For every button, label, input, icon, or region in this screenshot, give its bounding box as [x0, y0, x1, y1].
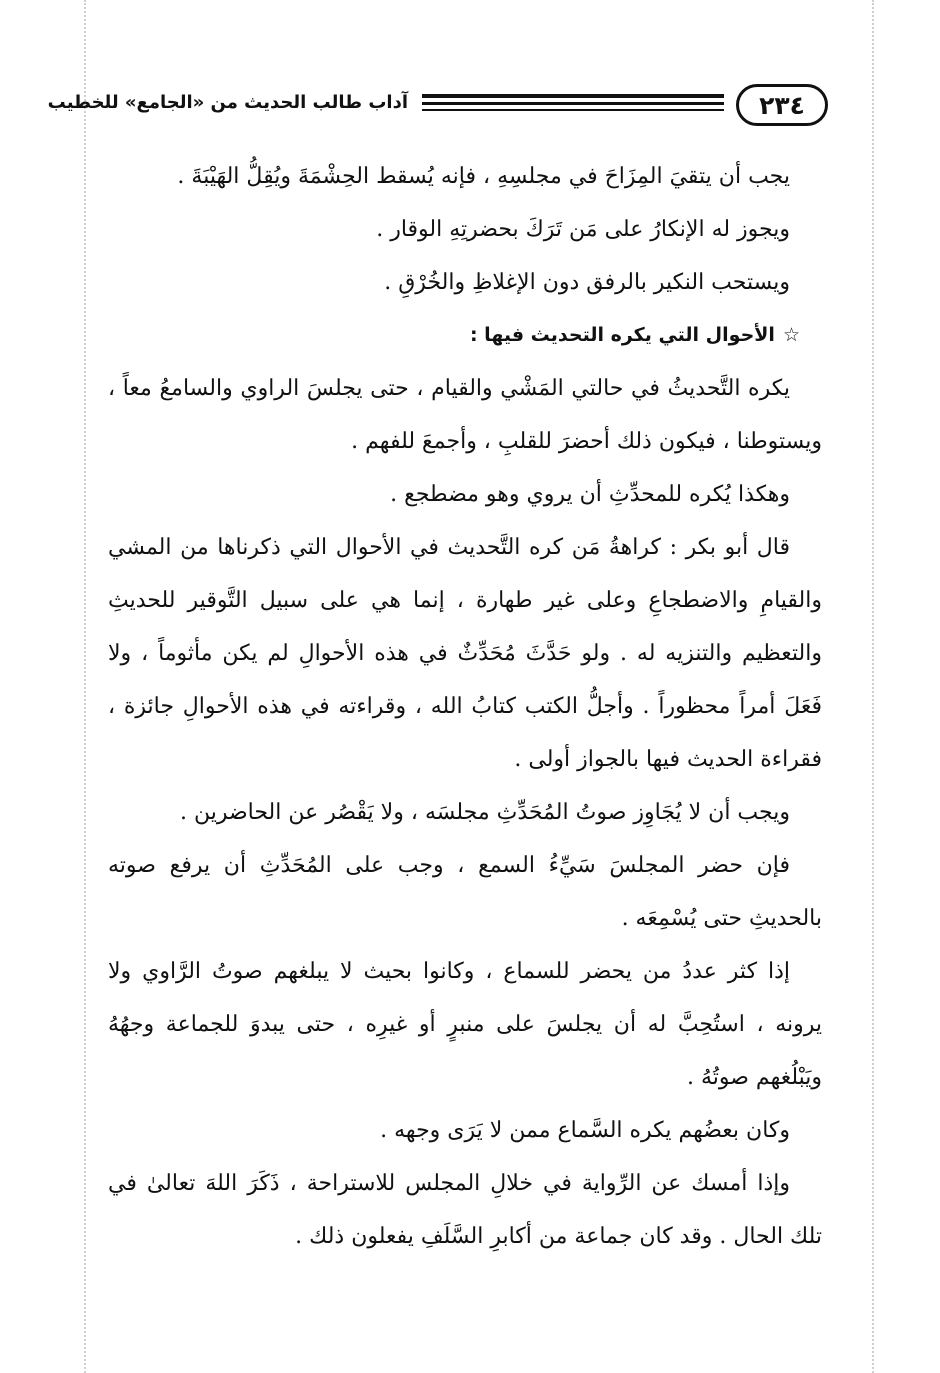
paragraph-8: فإن حضر المجلسَ سَيِّءُ السمع ، وجب على المُحَدِّثِ أن يرفع صوته بالحديثِ حتى يُسْمِعَه . — [108, 853, 822, 931]
section-heading-text: الأحوال التي يكره التحديث فيها : — [469, 324, 775, 346]
paragraph-7: ويجب أن لا يُجَاوِز صوتُ المُحَدِّثِ مجلسَه ، ولا يَقْصُر عن الحاضرين . — [179, 800, 790, 825]
scan-edge-right — [872, 0, 874, 1373]
body-text — [108, 150, 822, 1300]
page-number-badge: ٢٣٤ — [736, 84, 828, 126]
running-title: آداب طالب الحديث من «الجامع» للخطيب — [47, 92, 408, 113]
paragraph-3: ويستحب النكير بالرفق دون الإغلاظِ والخُرْقِ . — [384, 270, 790, 295]
paragraph-11: وإذا أمسك عن الرِّواية في خلالِ المجلس للاستراحة ، ذَكَرَ اللهَ تعالىٰ في تلك الحال . وقد كان جماعة من أكابرِ السَّلَفِ يفعلون ذلك . — [108, 1171, 822, 1249]
section-heading — [108, 309, 822, 362]
star-icon: ☆ — [782, 324, 800, 346]
paragraph-9: إذا كثر عددُ من يحضر للسماع ، وكانوا بحيث لا يبلغهم صوتُ الرَّاوي ولا يرونه ، استُحِبَّ له أن يجلسَ على منبرٍ أو غيرِه ، حتى يبدوَ للجماعة وجهُهُ ويَبْلُغهم صوتُهُ . — [108, 959, 822, 1090]
paragraph-6: قال أبو بكر : كراهةُ مَن كره التَّحديث في الأحوال التي ذكرناها من المشي والقيامِ والاضطجاعِ وعلى غير طهارة ، إنما هي على سبيل التَّوقير للحديثِ والتعظيم والتنزيه له . ولو حَدَّثَ مُحَدِّثٌ في هذه الأحوالِ لم يكن مأثوماً ، ولا فَعَلَ أمراً محظوراً . وأجلُّ الكتب كتابُ الله ، وقراءته في هذه الأحوالِ جائزة ، فقراءة الحديث فيها بالجواز أولى . — [108, 535, 822, 772]
paragraph-4: يكره التَّحديثُ في حالتي المَشْي والقيام ، حتى يجلسَ الراوي والسامعُ معاً ، ويستوطنا ، فيكون ذلك أحضرَ للقلبِ ، وأجمعَ للفهم . — [108, 376, 822, 454]
paragraph-5: وهكذا يُكره للمحدِّثِ أن يروي وهو مضطجع . — [390, 482, 790, 507]
header-rule-medium — [422, 102, 724, 105]
header-rule-thick — [422, 94, 724, 98]
paragraph-10: وكان بعضُهم يكره السَّماع ممن لا يَرَى وجهه . — [380, 1118, 790, 1143]
scan-edge-left — [84, 0, 86, 1373]
paragraph-1: يجب أن يتقيَ المِزَاحَ في مجلسِهِ ، فإنه يُسقط الحِشْمَةَ ويُقِلُّ الهَيْبَةَ . — [177, 164, 790, 189]
header-rule-thin — [422, 109, 724, 111]
running-header — [47, 84, 828, 132]
paragraph-2: ويجوز له الإنكارُ على مَن تَرَكَ بحضرتِهِ الوقار . — [376, 217, 790, 242]
